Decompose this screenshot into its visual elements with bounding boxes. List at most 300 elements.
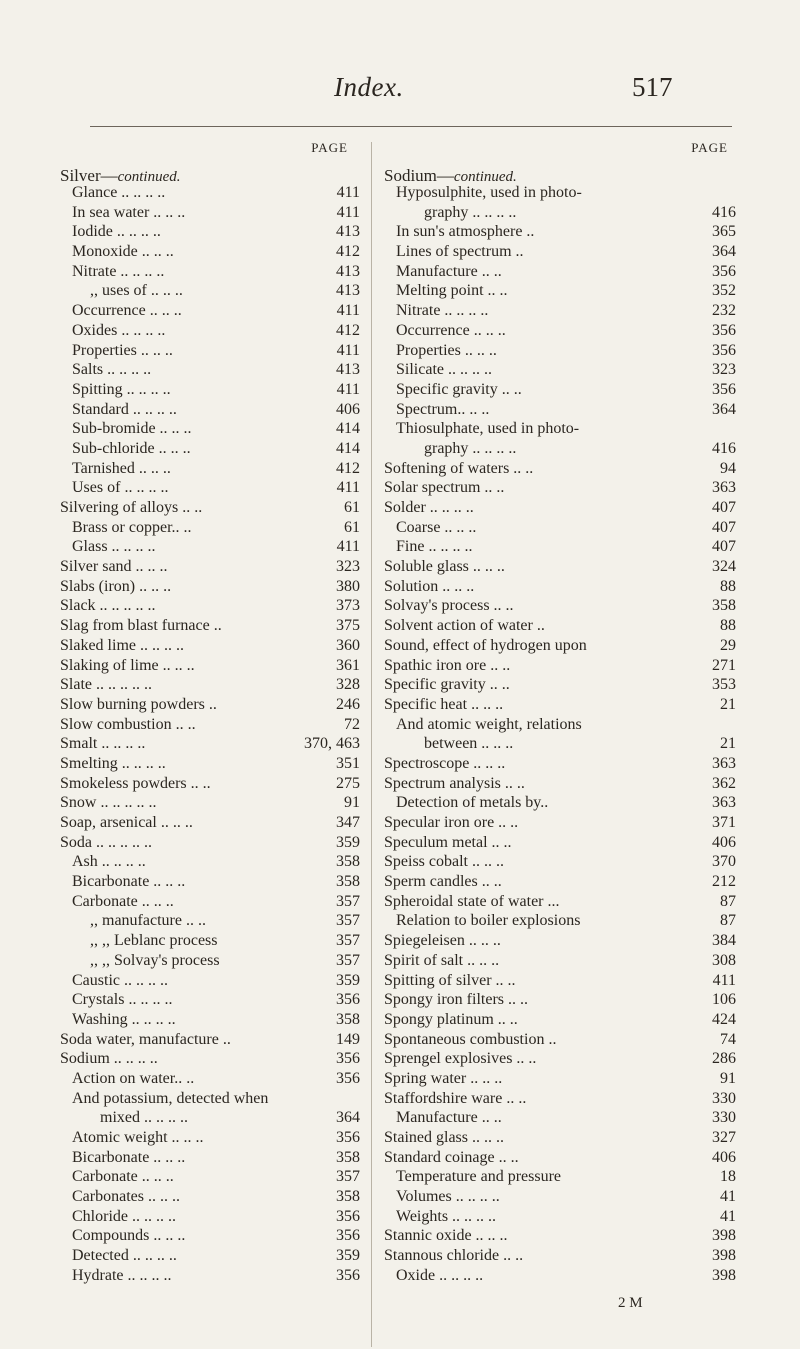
index-entry-page: 361	[336, 656, 360, 674]
index-entry-text: Speiss cobalt .. .. ..	[384, 853, 504, 871]
index-entry	[60, 734, 360, 754]
index-entry-text: Spongy iron filters .. ..	[384, 991, 528, 1009]
index-entry	[60, 222, 360, 242]
page-header	[0, 72, 800, 112]
index-entry	[384, 774, 736, 794]
index-entry-page: 21	[720, 695, 736, 713]
index-entry-text: Nitrate .. .. .. ..	[396, 302, 489, 320]
index-entry	[384, 1069, 736, 1089]
index-entry-page: 351	[336, 754, 360, 772]
index-entry	[60, 321, 360, 341]
index-entry-text: Coarse .. .. ..	[396, 518, 477, 536]
index-entry-text: Sperm candles .. ..	[384, 873, 502, 891]
index-entry	[384, 872, 736, 892]
index-entry-text: Smokeless powders .. ..	[60, 774, 211, 792]
index-entry	[384, 262, 736, 282]
index-entry	[384, 833, 736, 853]
index-entry-page: 88	[720, 577, 736, 595]
index-entry-text: Detection of metals by..	[396, 794, 549, 812]
index-entry	[384, 537, 736, 557]
index-entry-text: Spring water .. .. ..	[384, 1069, 503, 1087]
index-entry	[60, 557, 360, 577]
index-entry	[60, 813, 360, 833]
index-entry-text: Spitting of silver .. ..	[384, 971, 516, 989]
index-entry-page: 87	[720, 912, 736, 930]
index-entry-text: Soda .. .. .. .. ..	[60, 833, 152, 851]
index-entry-text: Tarnished .. .. ..	[72, 459, 171, 477]
index-entry-page: 412	[336, 459, 360, 477]
index-entry-text: Weights .. .. .. ..	[396, 1207, 497, 1225]
index-entry-text: ,, manufacture .. ..	[90, 912, 206, 930]
index-entry-page: 61	[344, 499, 360, 516]
index-entry-text: Sodium .. .. .. ..	[60, 1050, 158, 1068]
index-entries-left	[60, 183, 360, 1286]
index-entry-page: 106	[712, 991, 736, 1009]
index-entry	[60, 1030, 360, 1050]
index-entry	[384, 1049, 736, 1069]
index-entry-page: 356	[336, 1069, 360, 1087]
index-entry-text: Thiosulphate, used in photo-	[396, 420, 580, 438]
index-entry-page: 286	[712, 1050, 736, 1068]
index-entry-text: Uses of .. .. .. ..	[72, 479, 169, 497]
index-entry	[60, 459, 360, 479]
index-entry-page: 41	[720, 1207, 736, 1225]
index-entry-page: 18	[720, 1168, 736, 1186]
index-entry	[60, 774, 360, 794]
index-entry-page: 364	[336, 1109, 360, 1127]
index-entry-page: 365	[712, 223, 736, 241]
page-title: Index.	[334, 72, 404, 102]
index-entry	[60, 596, 360, 616]
index-entry	[384, 675, 736, 695]
index-entry-text: Salts .. .. .. ..	[72, 361, 152, 379]
index-entry	[60, 833, 360, 853]
index-entry-page: 358	[336, 853, 360, 871]
index-entry-page: 356	[336, 1227, 360, 1245]
index-entry-page: 363	[712, 754, 736, 772]
index-entry-page: 357	[336, 912, 360, 930]
index-entry	[384, 754, 736, 774]
index-entry	[384, 380, 736, 400]
header-rule	[90, 126, 732, 127]
index-entry-page: 413	[336, 262, 360, 280]
index-entry-page: 324	[712, 558, 736, 576]
index-entry-text: Manufacture .. ..	[396, 262, 502, 280]
index-entry-page: 406	[712, 833, 736, 851]
index-entry-text: In sea water .. .. ..	[72, 203, 186, 221]
index-entry-text: Slow combustion .. ..	[60, 715, 196, 733]
index-entry-text: Temperature and pressure	[396, 1168, 562, 1186]
index-entry-text: In sun's atmosphere ..	[396, 223, 535, 241]
index-entry-page: 91	[720, 1069, 736, 1087]
index-entry-text: Standard .. .. .. ..	[72, 400, 177, 418]
index-entry-page: 411	[336, 380, 360, 398]
index-entry	[384, 1167, 736, 1187]
index-entry-page: 358	[336, 1188, 360, 1206]
index-entry-text: ,, ,, Leblanc process	[90, 932, 218, 950]
index-entry-text: Carbonate .. .. ..	[72, 892, 174, 910]
index-entry-page: 416	[712, 439, 736, 457]
index-entry-page: 328	[336, 676, 360, 694]
index-entry-text: Detected .. .. .. ..	[72, 1247, 177, 1265]
index-entry-text: Specific gravity .. ..	[396, 380, 522, 398]
index-entry-text: Slabs (iron) .. .. ..	[60, 577, 172, 595]
index-entry-text: Manufacture .. ..	[396, 1109, 502, 1127]
index-entry-page: 72	[344, 715, 360, 733]
index-entry	[60, 715, 360, 735]
index-entry-text: Ash .. .. .. ..	[72, 853, 146, 871]
index-entry-text: Spitting .. .. .. ..	[72, 380, 171, 398]
index-entry	[60, 931, 360, 951]
index-entry-text: Slow burning powders ..	[60, 695, 217, 713]
index-entry	[384, 419, 736, 439]
index-entry-page: 74	[720, 1030, 736, 1048]
index-entry-text: Spiegeleisen .. .. ..	[384, 932, 501, 950]
index-entry	[384, 459, 736, 479]
index-entry	[384, 596, 736, 616]
index-entry-text: Volumes .. .. .. ..	[396, 1188, 500, 1206]
page-column-label: PAGE	[311, 140, 348, 155]
index-entry	[384, 734, 736, 754]
index-entry	[60, 360, 360, 380]
index-entry-text: graphy .. .. .. ..	[424, 203, 517, 221]
index-entry-text: Soda water, manufacture ..	[60, 1030, 231, 1048]
index-entry-text: Glass .. .. .. ..	[72, 538, 156, 556]
index-entry-text: Atomic weight .. .. ..	[72, 1129, 204, 1146]
index-entry-text: Snow .. .. .. .. ..	[60, 794, 157, 812]
index-entry	[60, 537, 360, 557]
index-entry-text: Caustic .. .. .. ..	[72, 971, 168, 989]
index-entry-text: Slag from blast furnace ..	[60, 617, 222, 635]
index-entry-page: 41	[720, 1188, 736, 1206]
index-entry-page: 359	[336, 971, 360, 989]
index-entry-text: Spathic iron ore .. ..	[384, 656, 511, 674]
index-entry-text: Carbonate .. .. ..	[72, 1168, 174, 1186]
index-entry-page: 61	[344, 518, 360, 536]
index-entry-page: 398	[712, 1247, 736, 1265]
index-entry-page: 412	[336, 243, 360, 261]
index-entry	[384, 281, 736, 301]
index-entry-page: 370	[712, 853, 736, 871]
index-entry	[60, 695, 360, 715]
index-entry-page: 364	[712, 243, 736, 261]
index-entry-page: 21	[720, 735, 736, 753]
index-entry-page: 91	[344, 794, 360, 812]
index-entry	[60, 616, 360, 636]
index-entry-text: Solder .. .. .. ..	[384, 499, 474, 516]
index-entry-text: Sound, effect of hydrogen upon	[384, 636, 587, 654]
index-entry	[384, 715, 736, 735]
index-entry-text: Soluble glass .. .. ..	[384, 558, 505, 576]
section-heading-main: Silver—	[60, 166, 118, 185]
section-heading-continued: continued.	[453, 169, 517, 185]
index-entry-page: 330	[712, 1109, 736, 1127]
index-entry-page: 357	[336, 892, 360, 910]
index-entry-page: 94	[720, 459, 736, 477]
index-entry	[384, 1187, 736, 1207]
index-entry-page: 411	[336, 184, 360, 201]
index-entry	[384, 518, 736, 538]
index-entry-text: Spectroscope .. .. ..	[384, 754, 506, 772]
index-entry-text: Brass or copper.. ..	[72, 518, 192, 536]
index-entry-page: 414	[336, 420, 360, 438]
index-entry-page: 352	[712, 282, 736, 300]
index-entry	[60, 262, 360, 282]
index-entry-text: Silvering of alloys .. ..	[60, 499, 203, 516]
index-entry-page: 356	[712, 380, 736, 398]
index-entry-text: Standard coinage .. ..	[384, 1148, 519, 1166]
index-entry	[60, 675, 360, 695]
index-entry-page: 413	[336, 361, 360, 379]
index-entry	[60, 911, 360, 931]
index-entry	[60, 242, 360, 262]
index-entry-text: between .. .. ..	[424, 735, 514, 753]
index-entry	[384, 1108, 736, 1128]
index-entry-page: 323	[712, 361, 736, 379]
index-entry-page: 246	[336, 695, 360, 713]
index-entry-text: Occurrence .. .. ..	[72, 302, 182, 320]
section-heading-main: Sodium—	[384, 166, 454, 185]
index-entry-page: 371	[712, 814, 736, 831]
index-entry-text: Silicate .. .. .. ..	[396, 361, 492, 379]
index-entry	[60, 203, 360, 223]
index-entry	[60, 636, 360, 656]
index-entry	[384, 1030, 736, 1050]
index-entry-text: Sub-bromide .. .. ..	[72, 420, 192, 438]
section-heading-continued: continued.	[117, 169, 181, 185]
index-entry-page: 356	[336, 1266, 360, 1284]
index-entry	[60, 1049, 360, 1069]
index-entry-text: Washing .. .. .. ..	[72, 1010, 176, 1028]
index-entry	[384, 1266, 736, 1286]
index-entry-text: Compounds .. .. ..	[72, 1227, 186, 1245]
index-entry	[60, 1266, 360, 1286]
index-entry-text: Occurrence .. .. ..	[396, 321, 506, 339]
index-entry-text: ,, ,, Solvay's process	[90, 951, 220, 969]
index-entry	[60, 852, 360, 872]
index-entry-page: 380	[336, 577, 360, 595]
index-entry-page: 357	[336, 932, 360, 950]
index-entry-text: Slaked lime .. .. .. ..	[60, 636, 184, 654]
index-entry-text: Bicarbonate .. .. ..	[72, 1148, 186, 1166]
index-entry	[384, 478, 736, 498]
index-entry-page: 411	[712, 971, 736, 989]
index-entry	[60, 1108, 360, 1128]
index-entry-page: 375	[336, 617, 360, 635]
index-entry-page: 406	[712, 1148, 736, 1166]
index-entry-text: Speculum metal .. ..	[384, 833, 512, 851]
index-entry-text: graphy .. .. .. ..	[424, 439, 517, 457]
index-entry-text: Smalt .. .. .. ..	[60, 735, 146, 753]
index-entry-text: Specific gravity .. ..	[384, 676, 510, 694]
index-entry	[60, 1128, 360, 1148]
index-entry	[384, 931, 736, 951]
index-entry-page: 364	[712, 400, 736, 418]
index-entry-page: 414	[336, 439, 360, 457]
index-entry-text: Melting point .. ..	[396, 282, 508, 300]
index-entry	[60, 183, 360, 203]
index-entry-text: Properties .. .. ..	[72, 341, 173, 359]
index-entry	[384, 656, 736, 676]
index-entry-page: 398	[712, 1266, 736, 1284]
signature-mark: 2 M	[618, 1295, 643, 1311]
index-entry-page: 358	[336, 1148, 360, 1166]
index-entry	[60, 872, 360, 892]
index-entry-text: Monoxide .. .. ..	[72, 243, 174, 261]
index-entry	[60, 1226, 360, 1246]
index-entry	[384, 203, 736, 223]
index-entry-text: Solvent action of water ..	[384, 617, 545, 635]
index-entry	[384, 183, 736, 203]
index-entry	[384, 1246, 736, 1266]
index-entry	[60, 990, 360, 1010]
index-entry-text: Silver sand .. .. ..	[60, 558, 168, 576]
index-entry-page: 412	[336, 321, 360, 339]
index-entry-text: Hyposulphite, used in photo-	[396, 184, 582, 201]
index-entry-text: Specular iron ore .. ..	[384, 814, 519, 831]
index-entry-page: 360	[336, 636, 360, 654]
index-entry-page: 356	[336, 1207, 360, 1225]
index-entry-page: 356	[336, 1129, 360, 1146]
index-entry-page: 407	[712, 518, 736, 536]
index-entry	[60, 1069, 360, 1089]
index-entry-text: Smelting .. .. .. ..	[60, 754, 166, 772]
index-entry-page: 398	[712, 1227, 736, 1245]
index-entry	[384, 1128, 736, 1148]
index-entry-text: Hydrate .. .. .. ..	[72, 1266, 172, 1284]
index-entry-page: 416	[712, 203, 736, 221]
index-entry-text: Slaking of lime .. .. ..	[60, 656, 195, 674]
index-entry	[384, 990, 736, 1010]
index-entry-page: 357	[336, 951, 360, 969]
index-entry-text: Sub-chloride .. .. ..	[72, 439, 191, 457]
index-entry-page: 232	[712, 302, 736, 320]
index-entry	[60, 1148, 360, 1168]
index-entry	[60, 400, 360, 420]
index-entry-page: 357	[336, 1168, 360, 1186]
index-entry-page: 407	[712, 538, 736, 556]
index-entry	[384, 242, 736, 262]
index-entry	[60, 793, 360, 813]
index-entry-page: 271	[712, 656, 736, 674]
index-entry-page: 411	[336, 203, 360, 221]
index-entry	[384, 577, 736, 597]
index-entry	[384, 1148, 736, 1168]
index-entry	[60, 892, 360, 912]
index-entry-text: Slack .. .. .. .. ..	[60, 597, 156, 615]
index-entry-page: 275	[336, 774, 360, 792]
index-entry	[60, 971, 360, 991]
index-entry-page: 359	[336, 833, 360, 851]
index-entry-text: Stannous chloride .. ..	[384, 1247, 524, 1265]
index-entry	[384, 911, 736, 931]
index-entry	[384, 301, 736, 321]
index-entry	[60, 419, 360, 439]
index-entry	[384, 616, 736, 636]
index-entry	[384, 222, 736, 242]
index-entry	[60, 577, 360, 597]
index-entry-page: 413	[336, 282, 360, 300]
index-entry-page: 362	[712, 774, 736, 792]
index-entry-text: Spectrum analysis .. ..	[384, 774, 525, 792]
page-number: 517	[632, 72, 673, 102]
index-entry-page: 363	[712, 479, 736, 497]
index-entry-page: 327	[712, 1129, 736, 1146]
index-entry	[60, 281, 360, 301]
index-entry-text: Sprengel explosives .. ..	[384, 1050, 537, 1068]
index-entry-page: 308	[712, 951, 736, 969]
index-entry-text: Iodide .. .. .. ..	[72, 223, 161, 241]
index-entry	[384, 695, 736, 715]
index-entry-text: Solution .. .. ..	[384, 577, 475, 595]
index-entry-page: 29	[720, 636, 736, 654]
index-entry	[384, 852, 736, 872]
index-entry-text: Solvay's process .. ..	[384, 597, 514, 615]
index-entry	[384, 1010, 736, 1030]
index-entry-page: 363	[712, 794, 736, 812]
index-entry	[60, 1187, 360, 1207]
index-entry-page: 411	[336, 302, 360, 320]
index-entry	[384, 557, 736, 577]
index-entries-right	[384, 183, 736, 1286]
index-entry-text: Solar spectrum .. ..	[384, 479, 505, 497]
index-entry	[384, 1207, 736, 1227]
index-entry-text: Staffordshire ware .. ..	[384, 1089, 527, 1107]
index-entry	[384, 439, 736, 459]
index-entry	[60, 380, 360, 400]
index-entry-text: Spectrum.. .. ..	[396, 400, 490, 418]
index-entry	[60, 754, 360, 774]
index-entry-page: 149	[336, 1030, 360, 1048]
index-entry-text: Spheroidal state of water ...	[384, 892, 560, 910]
index-entry-text: Relation to boiler explosions	[396, 912, 581, 930]
index-entry-text: Properties .. .. ..	[396, 341, 497, 359]
index-entry	[60, 1207, 360, 1227]
index-entry-text: Spirit of salt .. .. ..	[384, 951, 500, 969]
index-entry-page: 358	[336, 873, 360, 891]
index-entry-text: Oxide .. .. .. ..	[396, 1266, 484, 1284]
index-entry	[60, 341, 360, 361]
index-entry-text: Chloride .. .. .. ..	[72, 1207, 176, 1225]
index-entry	[384, 636, 736, 656]
index-entry-page: 384	[712, 932, 736, 950]
index-entry-text: Stannic oxide .. .. ..	[384, 1227, 508, 1245]
index-entry	[384, 400, 736, 420]
column-divider	[371, 142, 372, 1347]
index-entry-page: 413	[336, 223, 360, 241]
index-entry	[60, 951, 360, 971]
index-entry	[60, 301, 360, 321]
index-entry	[60, 518, 360, 538]
index-entry	[60, 1089, 360, 1109]
index-entry-page: 212	[712, 873, 736, 891]
index-entry-page: 411	[336, 341, 360, 359]
index-entry-text: Nitrate .. .. .. ..	[72, 262, 165, 280]
index-entry-text: Action on water.. ..	[72, 1069, 195, 1087]
index-entry-page: 356	[712, 262, 736, 280]
index-entry-text: And atomic weight, relations	[396, 715, 582, 733]
index-entry	[384, 360, 736, 380]
index-entry-page: 358	[336, 1010, 360, 1028]
index-entry-text: Bicarbonate .. .. ..	[72, 873, 186, 891]
index-entry-page: 87	[720, 892, 736, 910]
index-entry	[60, 1246, 360, 1266]
index-entry-text: Stained glass .. .. ..	[384, 1129, 504, 1146]
index-entry	[384, 1226, 736, 1246]
index-entry	[60, 1010, 360, 1030]
index-entry-text: And potassium, detected when	[72, 1089, 269, 1107]
index-entry	[384, 951, 736, 971]
